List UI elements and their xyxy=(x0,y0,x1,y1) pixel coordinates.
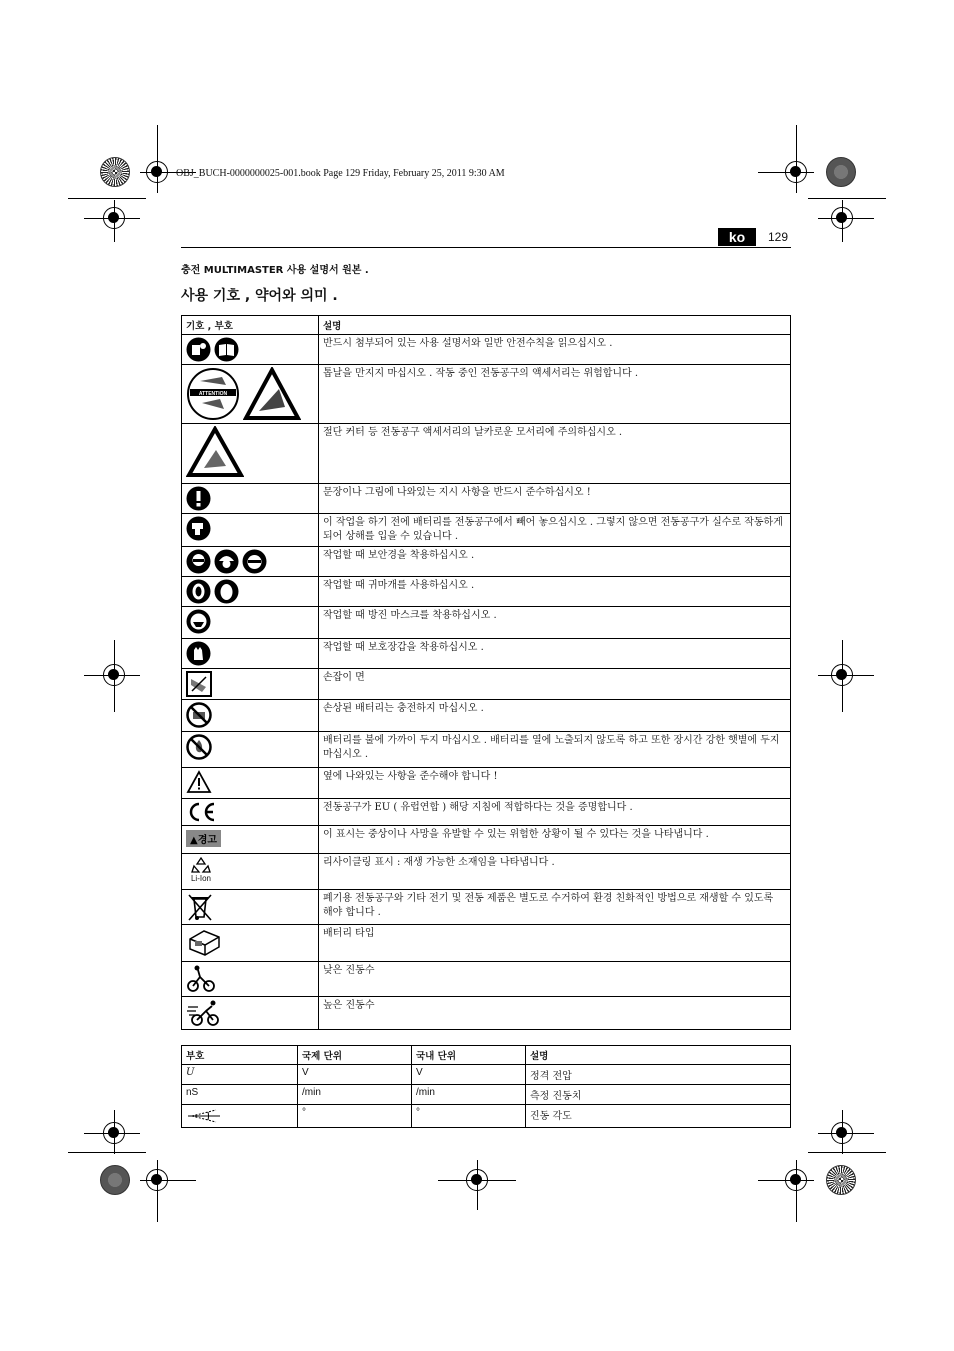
crop-line xyxy=(114,1110,115,1154)
crossed-bin-icon xyxy=(186,892,214,922)
ce-mark-icon xyxy=(186,801,218,823)
column-header-symbol: 부호 xyxy=(182,1046,298,1065)
header-rule xyxy=(181,247,791,248)
li-ion-label: Li-Ion xyxy=(190,874,211,883)
crop-line xyxy=(818,1133,874,1134)
crop-line xyxy=(758,1180,814,1181)
si-unit-cell: /min xyxy=(298,1085,412,1105)
warning-triangle-icon: ▲ xyxy=(190,835,198,846)
description-cell: 손상된 배터리는 충전하지 마십시오 . xyxy=(319,700,791,732)
gloves-icon xyxy=(186,641,211,666)
section-heading: 사용 기호 , 약어와 의미 . xyxy=(181,288,338,304)
symbol-cell xyxy=(182,335,319,365)
symbol-cell xyxy=(182,700,319,732)
table-row xyxy=(182,1065,791,1085)
book-info-line: OBJ_BUCH-0000000025-001.book Page 129 Friday, February 25, 2011 9:30 AM xyxy=(176,168,505,179)
table-row xyxy=(182,1085,791,1105)
registration-star-top-right xyxy=(826,157,856,187)
symbol-cell xyxy=(182,997,319,1030)
table-row xyxy=(182,997,791,1030)
description-cell: 작업할 때 귀마개를 사용하십시오 . xyxy=(319,577,791,607)
symbol-cell xyxy=(182,732,319,768)
description-cell xyxy=(319,799,791,826)
table-row xyxy=(182,700,791,732)
oscillation-angle-icon xyxy=(186,1107,224,1125)
crop-line xyxy=(842,640,843,712)
helmet-icon xyxy=(214,549,239,574)
description-cell: 이 작업을 하기 전에 배터리를 전동공구에서 빼어 놓으십시오 . 그렇지 않으면 전동공구가 실수로 작동하게 되어 상해를 입을 수 있습니다 . xyxy=(319,514,791,547)
symbol-cell: nS xyxy=(182,1085,298,1105)
exclamation-icon xyxy=(186,486,211,511)
recycle-icon xyxy=(190,856,212,874)
table-row xyxy=(182,607,791,639)
description-cell: 배터리를 불에 가까이 두지 마십시오 . 배터리를 열에 노출되지 않도록 하고 또한 장시간 강한 햇볕에 두지 마십시오 . xyxy=(319,732,791,768)
warning-label-text: 경고 xyxy=(197,835,218,846)
description-cell: 손잡이 면 xyxy=(319,669,791,700)
warning-blade-triangle-icon xyxy=(243,367,301,421)
description-cell: 진동 각도 xyxy=(526,1105,791,1128)
symbol-cell xyxy=(182,424,319,484)
slow-cyclist-icon xyxy=(186,964,216,994)
read-manual-icon xyxy=(186,337,211,362)
crop-line xyxy=(114,640,115,712)
crop-line xyxy=(818,675,874,676)
table-row xyxy=(182,799,791,826)
column-header-symbol: 기호 , 부호 xyxy=(182,316,319,335)
language-badge: ko xyxy=(718,228,756,246)
local-unit-cell: ° xyxy=(412,1105,526,1128)
grip-surface-icon xyxy=(186,671,212,697)
table-row xyxy=(182,962,791,997)
crop-line xyxy=(477,1160,478,1210)
table-header-row xyxy=(182,316,791,335)
table-row xyxy=(182,732,791,768)
symbol-cell xyxy=(182,1105,298,1128)
registration-star-top-left xyxy=(100,157,130,187)
symbols-table xyxy=(181,315,791,1030)
crop-line xyxy=(842,1110,843,1154)
table-row xyxy=(182,365,791,424)
symbol-cell xyxy=(182,854,319,890)
column-header-si-unit: 국제 단위 xyxy=(298,1046,412,1065)
table-row xyxy=(182,854,791,890)
table-row xyxy=(182,424,791,484)
ear-plug-icon xyxy=(186,579,211,604)
description-cell: 이 표시는 중상이나 사망을 유발할 수 있는 위험한 상황이 될 수 있다는 것을 나타냅니다 . xyxy=(319,826,791,854)
crop-line xyxy=(758,172,814,173)
symbol-cell xyxy=(182,962,319,997)
column-header-description: 설명 xyxy=(319,316,791,335)
symbol-cell xyxy=(182,484,319,514)
symbol-cell xyxy=(182,768,319,799)
description-cell: 문장이나 그림에 나와있는 지시 사항을 반드시 준수하십시오 ! xyxy=(319,484,791,514)
table-row xyxy=(182,639,791,669)
description-cell: 배터리 타입 xyxy=(319,925,791,962)
symbol-cell xyxy=(182,607,319,639)
warning-label-icon xyxy=(186,830,221,847)
symbol-cell xyxy=(182,799,319,826)
table-row xyxy=(182,335,791,365)
warning-sharp-edge-icon xyxy=(186,426,244,478)
crop-line xyxy=(796,125,797,193)
description-cell: 높은 진동수 xyxy=(319,997,791,1030)
table-row xyxy=(182,514,791,547)
ear-muff-icon xyxy=(214,579,239,604)
fast-cyclist-icon xyxy=(186,999,220,1027)
attention-blade-icon xyxy=(186,367,240,421)
description-cell: 폐기용 전동공구와 기타 전기 및 전동 제품은 별도로 수거하여 환경 친화적인 방법으로 재생할 수 있도록 해야 합니다 . xyxy=(319,890,791,925)
description-cell: 측정 진동치 xyxy=(526,1085,791,1105)
table-row xyxy=(182,768,791,799)
goggles-icon xyxy=(186,549,211,574)
table-row xyxy=(182,890,791,925)
si-unit-cell: V xyxy=(298,1065,412,1085)
local-unit-cell: V xyxy=(412,1065,526,1085)
symbol-cell xyxy=(182,925,319,962)
svg-text:ATTENTION: ATTENTION xyxy=(198,391,228,397)
symbol-cell xyxy=(182,669,319,700)
units-table xyxy=(181,1045,791,1128)
crop-line xyxy=(68,1152,146,1153)
crop-line xyxy=(84,1133,140,1134)
face-shield-icon xyxy=(242,549,267,574)
description-cell: 톱날을 만지지 마십시오 . 작동 중인 전동공구의 액세서리는 위험합니다 . xyxy=(319,365,791,424)
local-unit-cell: /min xyxy=(412,1085,526,1105)
crop-line xyxy=(796,1160,797,1222)
description-text: 전동공구가 EU ( 유럽연합 ) 해당 지침에 적합하다는 것을 증명합니다 . xyxy=(323,802,633,813)
crop-line xyxy=(114,200,115,242)
no-fire-icon xyxy=(186,734,212,760)
crop-line xyxy=(84,675,140,676)
table-row xyxy=(182,547,791,577)
dust-mask-icon xyxy=(186,609,211,634)
crop-line xyxy=(808,198,886,199)
symbol-cell xyxy=(182,577,319,607)
description-cell: 반드시 첨부되어 있는 사용 설명서와 일반 안전수칙을 읽으십시오 . xyxy=(319,335,791,365)
column-header-local-unit: 국내 단위 xyxy=(412,1046,526,1065)
crop-line xyxy=(808,1152,886,1153)
crop-line xyxy=(842,200,843,242)
description-cell: 작업할 때 방진 마스크를 착용하십시오 . xyxy=(319,607,791,639)
page-number: 129 xyxy=(768,230,789,244)
symbol-cell xyxy=(182,890,319,925)
description-cell: 작업할 때 보호장갑을 착용하십시오 . xyxy=(319,639,791,669)
table-row xyxy=(182,1105,791,1128)
symbol-cell xyxy=(182,514,319,547)
crop-line xyxy=(157,125,158,193)
crop-line xyxy=(157,1160,158,1222)
description-cell: 절단 커터 등 전동공구 액세서리의 날카로운 모서리에 주의하십시오 . xyxy=(319,424,791,484)
description-cell: 리사이클링 표시 : 재생 가능한 소재임을 나타냅니다 . xyxy=(319,854,791,890)
symbol-cell xyxy=(182,547,319,577)
book-icon xyxy=(214,337,239,362)
column-header-description: 설명 xyxy=(526,1046,791,1065)
description-cell: 낮은 진동수 xyxy=(319,962,791,997)
table-header-row xyxy=(182,1046,791,1065)
registration-star-bottom-left xyxy=(100,1165,130,1195)
table-row xyxy=(182,669,791,700)
registration-star-bottom-right xyxy=(826,1165,856,1195)
table-row xyxy=(182,577,791,607)
remove-battery-icon xyxy=(186,516,211,541)
no-charge-damaged-icon xyxy=(186,702,212,728)
crop-line xyxy=(84,218,140,219)
crop-line xyxy=(68,198,146,199)
document-subtitle: 충전 MULTIMASTER 사용 설명서 원본 . xyxy=(181,265,369,276)
table-row xyxy=(182,484,791,514)
battery-type-icon xyxy=(186,927,222,957)
table-row xyxy=(182,925,791,962)
warning-triangle-icon xyxy=(186,770,212,794)
symbol-cell: U xyxy=(182,1065,298,1085)
crop-line xyxy=(818,218,874,219)
table-row xyxy=(182,826,791,854)
si-unit-cell: ° xyxy=(298,1105,412,1128)
symbol-cell xyxy=(182,826,319,854)
description-cell: 작업할 때 보안경을 착용하십시오 . xyxy=(319,547,791,577)
description-cell: 정격 전압 xyxy=(526,1065,791,1085)
symbol-cell xyxy=(182,639,319,669)
symbol-cell xyxy=(182,365,319,424)
crop-line xyxy=(140,1180,196,1181)
description-cell: 옆에 나와있는 사항을 준수해야 합니다 ! xyxy=(319,768,791,799)
